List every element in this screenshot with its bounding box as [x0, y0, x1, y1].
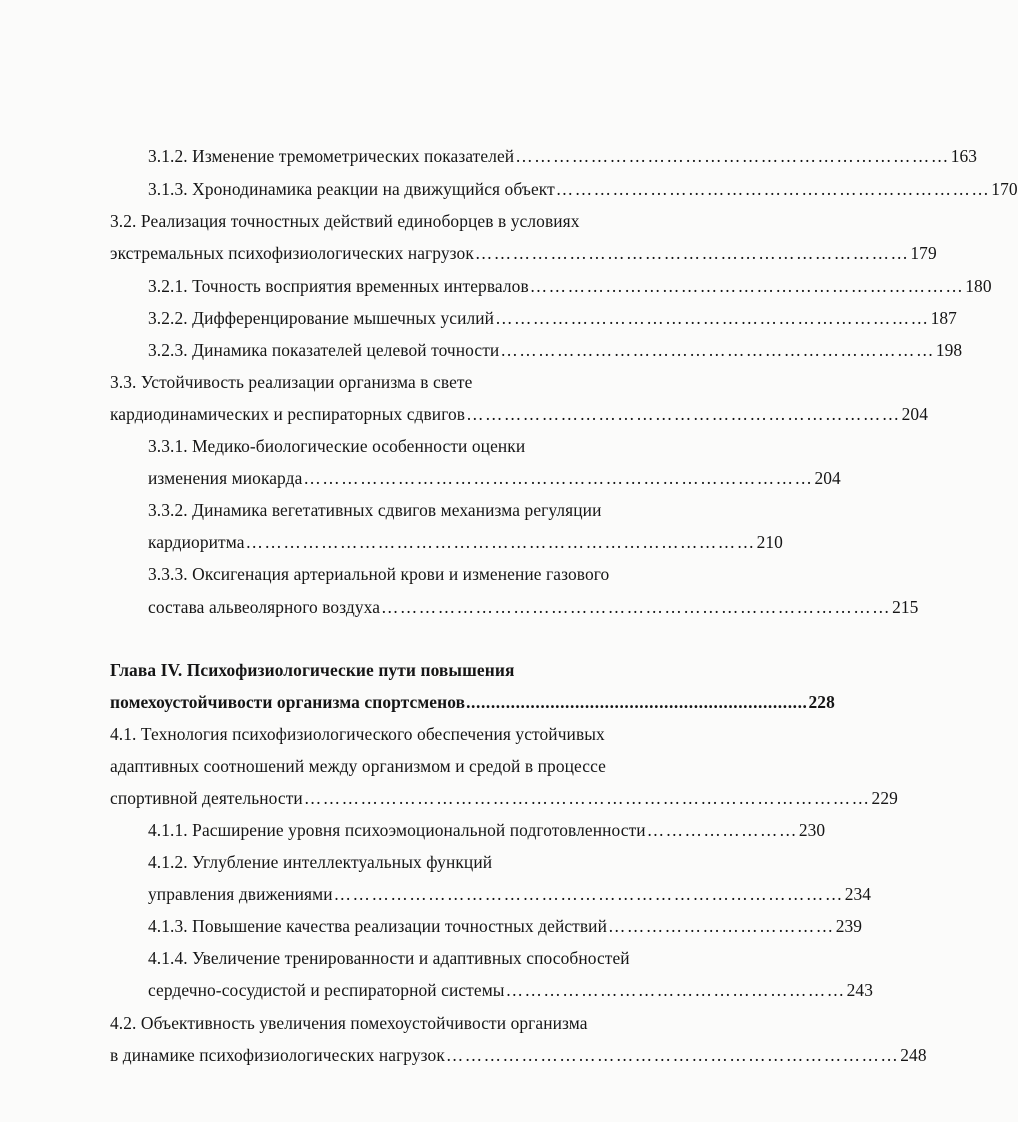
entry-title: изменения миокарда	[148, 468, 303, 488]
dot-leader: ……………………………………………………………	[495, 308, 930, 328]
entry-title: 3.1.2. Изменение тремометрических показателей	[148, 146, 515, 166]
entry-title: 4.1.3. Повышение качества реализации точностных действий	[148, 916, 607, 936]
toc-entry[interactable]	[148, 979, 874, 1001]
dot-leader: ………………………………………………………………	[445, 1045, 900, 1065]
toc-entry[interactable]	[148, 307, 957, 329]
dot-leader: ………………………………	[608, 916, 835, 936]
toc-entry-line: адаптивных соотношений между организмом и средой в процессе	[110, 756, 606, 776]
toc-entry-line: 3.3.2. Динамика вегетативных сдвигов механизма регуляции	[148, 500, 602, 520]
toc-entry[interactable]	[148, 275, 992, 297]
page-number: 228	[808, 692, 835, 712]
entry-title: помехоустойчивости организма спортсменов	[110, 692, 466, 712]
dot-leader: ……………………………………………………………	[500, 340, 935, 360]
entry-title: кардиодинамических и респираторных сдвигов	[110, 404, 466, 424]
entry-title: экстремальных психофизиологических нагрузок	[110, 243, 474, 263]
dot-leader: ……………………………………………………………	[515, 146, 950, 166]
toc-entry[interactable]	[148, 596, 919, 618]
entry-title: кардиоритма	[148, 532, 245, 552]
toc-entry-line: 3.3.1. Медико-биологические особенности оценки	[148, 436, 526, 456]
page-number: 248	[900, 1045, 927, 1065]
page-number: 170	[991, 179, 1018, 199]
entry-title: спортивной деятельности	[110, 788, 303, 808]
page-number: 230	[798, 820, 826, 840]
page-number: 180	[965, 276, 992, 296]
page-number: 234	[844, 884, 872, 904]
page-number: 204	[901, 404, 928, 424]
dot-leader: ……………………………………………………………	[555, 179, 991, 199]
toc-entry[interactable]	[148, 819, 826, 841]
page-number: 215	[892, 597, 919, 617]
toc-entry[interactable]	[148, 883, 872, 905]
dot-leader: ………………………………………………………………………	[245, 532, 756, 552]
page-number: 179	[910, 243, 937, 263]
toc-entry-line: 3.2. Реализация точностных действий единоборцев в условиях	[110, 211, 580, 231]
entry-title: в динамике психофизиологических нагрузок	[110, 1045, 445, 1065]
toc-entry-line: 3.3.3. Оксигенация артериальной крови и изменение газового	[148, 564, 610, 584]
toc-entry[interactable]	[148, 531, 783, 553]
dot-leader: ……………………	[646, 820, 798, 840]
toc-entry-line: 3.3. Устойчивость реализации организма в свете	[110, 372, 473, 392]
entry-title: 3.2.3. Динамика показателей целевой точности	[148, 340, 500, 360]
dot-leader: ………………………………………………………………………	[381, 597, 892, 617]
dot-leader: ………………………………………………………………………	[333, 884, 844, 904]
toc-entry[interactable]	[110, 403, 928, 425]
toc-entry-line: 4.1.2. Углубление интеллектуальных функций	[148, 852, 493, 872]
dot-leader: ………………………………………………………………………………	[303, 788, 871, 808]
toc-entry[interactable]	[110, 1044, 927, 1066]
page-number: 229	[871, 788, 898, 808]
entry-title: 3.2.2. Дифференцирование мышечных усилий	[148, 308, 495, 328]
page-number: 243	[846, 980, 874, 1000]
dot-leader: ……………………………………………………………	[466, 404, 901, 424]
toc-entry-line: 4.2. Объективность увеличения помехоустойчивости организма	[110, 1013, 588, 1033]
entry-title: 4.1.1. Расширение уровня психоэмоциональной подготовленности	[148, 820, 646, 840]
dot-leader: ……………………………………………………………	[474, 243, 910, 263]
toc-entry-chapter[interactable]	[110, 691, 835, 713]
entry-title: состава альвеолярного воздуха	[148, 597, 381, 617]
entry-title: 3.1.3. Хронодинамика реакции на движущийся объект	[148, 179, 555, 199]
toc-entry[interactable]	[148, 145, 978, 167]
page-number: 163	[950, 146, 978, 166]
dot-leader: ………………………………………………	[505, 980, 846, 1000]
entry-title: управления движениями	[148, 884, 333, 904]
page-number: 204	[814, 468, 841, 488]
toc-entry[interactable]	[148, 178, 1018, 200]
page-number: 239	[835, 916, 863, 936]
dot-leader: ……………………………………………………………	[529, 276, 965, 296]
page-number: 198	[935, 340, 963, 360]
entry-title: 3.2.1. Точность восприятия временных интервалов	[148, 276, 529, 296]
dot-leader: ………………………………………………………………………	[303, 468, 814, 488]
toc-entry[interactable]	[148, 339, 963, 361]
page-number: 210	[756, 532, 783, 552]
dot-leader: .....................................................................	[466, 692, 808, 712]
chapter-heading: Глава IV. Психофизиологические пути повышения	[110, 660, 515, 680]
toc-entry-line: 4.1.4. Увеличение тренированности и адаптивных способностей	[148, 948, 630, 968]
toc-entry[interactable]	[110, 242, 937, 264]
toc-entry[interactable]	[148, 467, 841, 489]
toc-entry[interactable]	[148, 915, 863, 937]
entry-title: сердечно-сосудистой и респираторной системы	[148, 980, 505, 1000]
toc-entry[interactable]	[110, 787, 898, 809]
page-number: 187	[930, 308, 957, 328]
toc-entry-line: 4.1. Технология психофизиологического обеспечения устойчивых	[110, 724, 605, 744]
